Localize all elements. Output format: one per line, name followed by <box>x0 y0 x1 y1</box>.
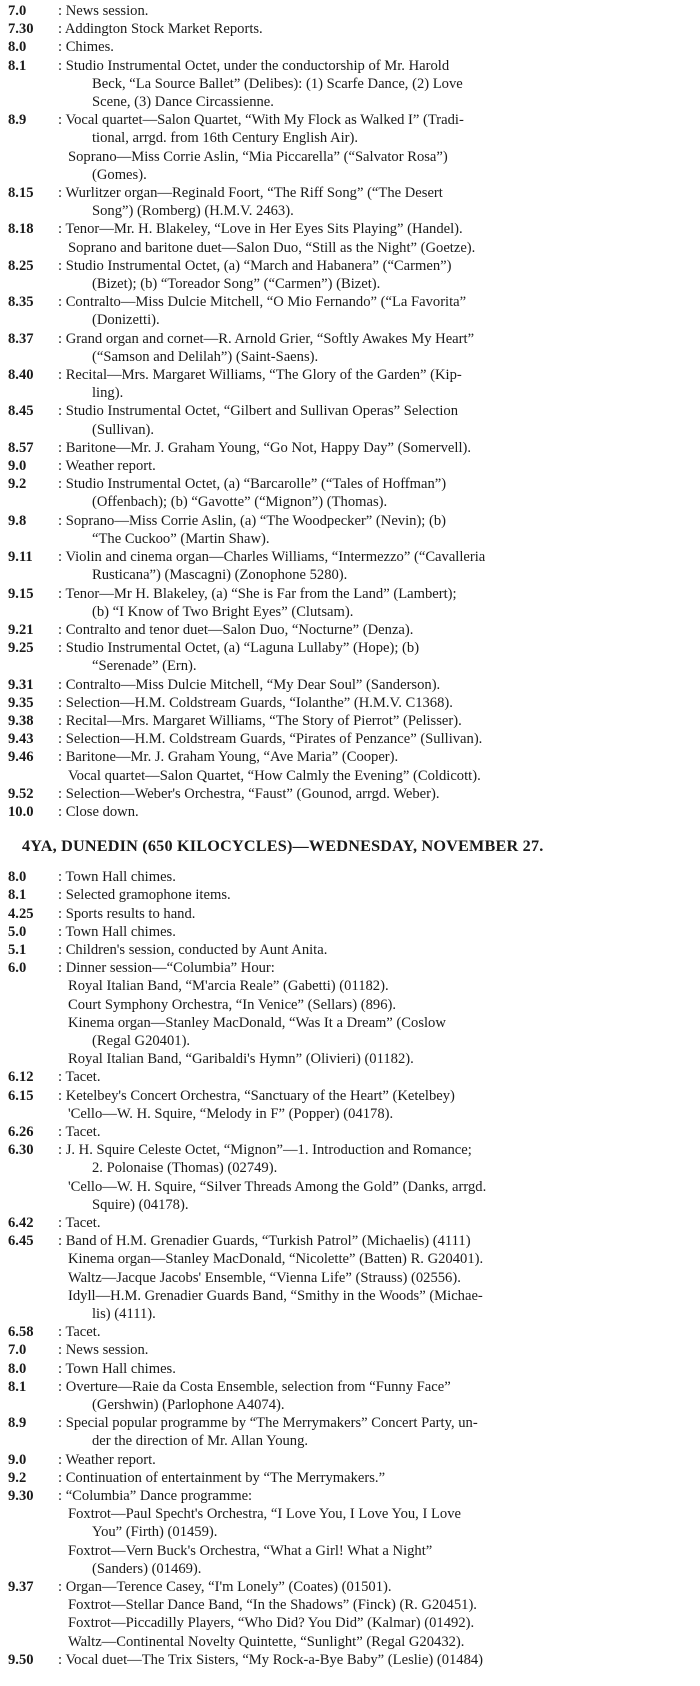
entry-time: 8.1 <box>8 1378 27 1395</box>
programme-entry <box>4 2 690 20</box>
entry-time: 9.50 <box>8 1651 34 1668</box>
entry-body <box>58 1123 690 1141</box>
entry-time: 9.52 <box>8 785 34 802</box>
entry-body <box>58 639 690 675</box>
programme-entry <box>4 621 690 639</box>
entry-time: 9.31 <box>8 676 34 693</box>
entry-line: Squire) (04178). <box>92 1196 189 1213</box>
programme-entry <box>4 1360 690 1378</box>
entry-body <box>58 1141 690 1214</box>
entry-time: 7.0 <box>8 1342 27 1359</box>
programme-section-christchurch <box>4 2 690 821</box>
entry-time: 8.18 <box>8 221 34 238</box>
entry-line: Foxtrot—Vern Buck's Orchestra, “What a Girl! What a Night” <box>68 1542 433 1559</box>
entry-line: : Tenor—Mr H. Blakeley, (a) “She is Far from the Land” (Lambert); <box>58 585 457 602</box>
entry-line: : Studio Instrumental Octet, “Gilbert and Sullivan Operas” Selection <box>58 403 459 420</box>
entry-body <box>58 57 690 112</box>
entry-line: : Town Hall chimes. <box>58 923 176 940</box>
programme-entry <box>4 1214 690 1232</box>
entry-line: Song”) (Romberg) (H.M.V. 2463). <box>92 203 294 220</box>
entry-body <box>58 868 690 886</box>
entry-line: : Selection—H.M. Coldstream Guards, “Pirates of Penzance” (Sullivan). <box>58 731 483 748</box>
programme-entry <box>4 402 690 438</box>
entry-line: Rusticana”) (Mascagni) (Zonophone 5280). <box>92 567 348 584</box>
programme-entry <box>4 886 690 904</box>
entry-time: 5.1 <box>8 941 27 958</box>
entry-line: : Continuation of entertainment by “The Merrymakers.” <box>58 1469 386 1486</box>
programme-entry <box>4 923 690 941</box>
entry-line: Scene, (3) Dance Circassienne. <box>92 94 274 111</box>
programme-entry <box>4 639 690 675</box>
entry-body <box>58 1068 690 1086</box>
entry-line: Foxtrot—Stellar Dance Band, “In the Shadows” (Finck) (R. G20451). <box>68 1597 477 1614</box>
entry-body <box>58 585 690 621</box>
entry-line: : Overture—Raie da Costa Ensemble, selection from “Funny Face” <box>58 1378 451 1395</box>
entry-time: 6.0 <box>8 960 27 977</box>
entry-body <box>58 905 690 923</box>
entry-line: : Band of H.M. Grenadier Guards, “Turkish Patrol” (Michaelis) (4111) <box>58 1233 471 1250</box>
entry-line: : “Columbia” Dance programme: <box>58 1488 253 1505</box>
entry-body <box>58 676 690 694</box>
entry-line: Court Symphony Orchestra, “In Venice” (Sellars) (896). <box>68 996 397 1013</box>
entry-time: 9.38 <box>8 712 34 729</box>
entry-body <box>58 20 690 38</box>
entry-line: “Serenade” (Ern). <box>92 658 197 675</box>
programme-entry <box>4 1578 690 1651</box>
entry-line: 'Cello—W. H. Squire, “Melody in F” (Popper) (04178). <box>68 1105 394 1122</box>
entry-time: 7.30 <box>8 21 34 38</box>
entry-line: (Gershwin) (Parlophone A4074). <box>92 1397 285 1414</box>
entry-time: 8.25 <box>8 257 34 274</box>
entry-time: 8.37 <box>8 330 34 347</box>
entry-time: 4.25 <box>8 905 34 922</box>
programme-entry <box>4 1323 690 1341</box>
entry-line: Foxtrot—Paul Specht's Orchestra, “I Love You, I Love You, I Love <box>68 1506 461 1523</box>
entry-body <box>58 293 690 329</box>
entry-body <box>58 1469 690 1487</box>
programme-entry <box>4 803 690 821</box>
entry-body <box>58 439 690 457</box>
entry-body <box>58 1451 690 1469</box>
entry-line: Kinema organ—Stanley MacDonald, “Nicolette” (Batten) R. G20401). <box>68 1251 484 1268</box>
entry-line: : Baritone—Mr. J. Graham Young, “Go Not, Happy Day” (Somervell). <box>58 439 472 456</box>
entry-time: 8.1 <box>8 57 27 74</box>
entry-body <box>58 111 690 184</box>
entry-body <box>58 785 690 803</box>
entry-line: der the direction of Mr. Allan Young. <box>92 1433 309 1450</box>
entry-line: : Children's session, conducted by Aunt Anita. <box>58 941 328 958</box>
entry-line: (b) “I Know of Two Bright Eyes” (Clutsam). <box>92 603 354 620</box>
entry-body <box>58 1414 690 1450</box>
entry-time: 9.46 <box>8 749 34 766</box>
entry-line: Waltz—Continental Novelty Quintette, “Sunlight” (Regal G20432). <box>68 1633 465 1650</box>
programme-entry <box>4 1341 690 1359</box>
entry-line: : Close down. <box>58 803 139 820</box>
entry-body <box>58 2 690 20</box>
programme-entry <box>4 57 690 112</box>
entry-line: (Sanders) (01469). <box>92 1560 202 1577</box>
programme-entry <box>4 712 690 730</box>
entry-line: (Donizetti). <box>92 312 160 329</box>
entry-line: : Grand organ and cornet—R. Arnold Grier, “Softly Awakes My Heart” <box>58 330 475 347</box>
entry-line: ling). <box>92 385 124 402</box>
entry-line: lis) (4111). <box>92 1306 156 1323</box>
entry-line: : Baritone—Mr. J. Graham Young, “Ave Maria” (Cooper). <box>58 749 399 766</box>
programme-entry <box>4 184 690 220</box>
entry-line: : Chimes. <box>58 39 114 56</box>
entry-body <box>58 512 690 548</box>
entry-time: 9.2 <box>8 476 27 493</box>
entry-body <box>58 730 690 748</box>
entry-line: : Organ—Terence Casey, “I'm Lonely” (Coates) (01501). <box>58 1579 392 1596</box>
entry-line: : Contralto—Miss Dulcie Mitchell, “My Dear Soul” (Sanderson). <box>58 676 441 693</box>
entry-line: 2. Polonaise (Thomas) (02749). <box>92 1160 278 1177</box>
programme-entry <box>4 512 690 548</box>
entry-time: 9.2 <box>8 1469 27 1486</box>
programme-entry <box>4 20 690 38</box>
programme-entry <box>4 1414 690 1450</box>
entry-time: 5.0 <box>8 923 27 940</box>
entry-line: : Dinner session—“Columbia” Hour: <box>58 960 275 977</box>
entry-time: 6.30 <box>8 1142 34 1159</box>
entry-body <box>58 1360 690 1378</box>
programme-entry <box>4 868 690 886</box>
entry-time: 9.8 <box>8 512 27 529</box>
entry-body <box>58 712 690 730</box>
entry-body <box>58 475 690 511</box>
entry-line: : Recital—Mrs. Margaret Williams, “The Glory of the Garden” (Kip- <box>58 367 462 384</box>
entry-time: 6.15 <box>8 1087 34 1104</box>
entry-body <box>58 184 690 220</box>
entry-time: 10.0 <box>8 803 34 820</box>
programme-entry <box>4 257 690 293</box>
entry-line: : Tacet. <box>58 1324 101 1341</box>
entry-line: Soprano—Miss Corrie Aslin, “Mia Piccarella” (“Salvator Rosa”) <box>68 148 448 165</box>
entry-line: : News session. <box>58 1342 149 1359</box>
programme-entry <box>4 959 690 1068</box>
entry-body <box>58 548 690 584</box>
entry-body <box>58 1323 690 1341</box>
entry-line: Vocal quartet—Salon Quartet, “How Calmly the Evening” (Coldicott). <box>68 767 481 784</box>
entry-line: : Tacet. <box>58 1215 101 1231</box>
entry-body <box>58 1087 690 1123</box>
entry-line: : Tacet. <box>58 1123 101 1140</box>
programme-entry <box>4 439 690 457</box>
programme-section-dunedin <box>4 868 690 1669</box>
entry-body <box>58 941 690 959</box>
programme-entry <box>4 475 690 511</box>
entry-time: 8.0 <box>8 869 27 886</box>
entry-body <box>58 366 690 402</box>
entry-body <box>58 220 690 256</box>
entry-body <box>58 38 690 56</box>
entry-time: 8.40 <box>8 367 34 384</box>
entry-time: 8.15 <box>8 185 34 202</box>
programme-entry <box>4 1087 690 1123</box>
entry-line: (Regal G20401). <box>92 1032 191 1049</box>
entry-time: 8.9 <box>8 112 27 129</box>
programme-entry <box>4 111 690 184</box>
entry-body <box>58 1487 690 1578</box>
entry-time: 9.37 <box>8 1579 34 1596</box>
programme-entry <box>4 694 690 712</box>
entry-body <box>58 748 690 784</box>
entry-line: : News session. <box>58 3 149 19</box>
programme-entry <box>4 293 690 329</box>
entry-line: : Tacet. <box>58 1069 101 1086</box>
programme-entry <box>4 1451 690 1469</box>
entry-line: : Recital—Mrs. Margaret Williams, “The Story of Pierrot” (Pelisser). <box>58 712 462 729</box>
programme-entry <box>4 905 690 923</box>
programme-entry <box>4 785 690 803</box>
entry-time: 9.25 <box>8 640 34 657</box>
programme-entry <box>4 1487 690 1578</box>
entry-line: : Studio Instrumental Octet, (a) “Laguna Lullaby” (Hope); (b) <box>58 640 420 657</box>
entry-time: 7.0 <box>8 3 27 19</box>
entry-time: 9.15 <box>8 585 34 602</box>
entry-body <box>58 803 690 821</box>
entry-line: Royal Italian Band, “M'arcia Reale” (Gabetti) (01182). <box>68 978 389 995</box>
entry-time: 9.0 <box>8 1451 27 1468</box>
entry-body <box>58 330 690 366</box>
programme-entry <box>4 38 690 56</box>
entry-body <box>58 959 690 1068</box>
entry-line: (“Samson and Delilah”) (Saint-Saens). <box>92 348 319 365</box>
entry-line: : Weather report. <box>58 1451 156 1468</box>
entry-time: 8.1 <box>8 887 27 904</box>
entry-line: : Contralto and tenor duet—Salon Duo, “Nocturne” (Denza). <box>58 621 414 638</box>
entry-line: “The Cuckoo” (Martin Shaw). <box>92 530 270 547</box>
programme-entry <box>4 220 690 256</box>
programme-entry <box>4 1141 690 1214</box>
entry-body <box>58 402 690 438</box>
programme-entry <box>4 330 690 366</box>
entry-time: 9.21 <box>8 621 34 638</box>
entry-time: 8.9 <box>8 1415 27 1432</box>
entry-line: You” (Firth) (01459). <box>92 1524 218 1541</box>
entry-line: : Violin and cinema organ—Charles Williams, “Intermezzo” (“Cavalleria <box>58 549 486 566</box>
entry-line: : Vocal duet—The Trix Sisters, “My Rock-a-Bye Baby” (Leslie) (01484) <box>58 1651 484 1668</box>
entry-body <box>58 621 690 639</box>
entry-body <box>58 886 690 904</box>
programme-entry <box>4 676 690 694</box>
entry-line: : Special popular programme by “The Merrymakers” Concert Party, un- <box>58 1415 478 1432</box>
entry-line: : Weather report. <box>58 458 156 475</box>
entry-time: 8.0 <box>8 1360 27 1377</box>
entry-line: Idyll—H.M. Grenadier Guards Band, “Smithy in the Woods” (Michae- <box>68 1287 483 1304</box>
entry-line: (Offenbach); (b) “Gavotte” (“Mignon”) (Thomas). <box>92 494 388 511</box>
entry-line: : Addington Stock Market Reports. <box>58 21 263 38</box>
programme-entry <box>4 548 690 584</box>
entry-line: Beck, “La Source Ballet” (Delibes): (1) Scarfe Dance, (2) Love <box>92 75 463 92</box>
programme-entry <box>4 748 690 784</box>
programme-entry <box>4 457 690 475</box>
entry-time: 6.26 <box>8 1123 34 1140</box>
entry-line: : Contralto—Miss Dulcie Mitchell, “O Mio Fernando” (“La Favorita” <box>58 294 467 311</box>
programme-entry <box>4 1232 690 1323</box>
entry-line: tional, arrgd. from 16th Century English Air). <box>92 130 359 147</box>
entry-line: : Sports results to hand. <box>58 905 196 922</box>
entry-time: 6.58 <box>8 1324 34 1341</box>
entry-line: Foxtrot—Piccadilly Players, “Who Did? You Did” (Kalmar) (01492). <box>68 1615 475 1632</box>
programme-entry <box>4 1469 690 1487</box>
entry-body <box>58 1651 690 1669</box>
entry-time: 9.43 <box>8 731 34 748</box>
programme-entry <box>4 941 690 959</box>
entry-line: Waltz—Jacque Jacobs' Ensemble, “Vienna Life” (Strauss) (02556). <box>68 1269 461 1286</box>
entry-line: : Town Hall chimes. <box>58 1360 176 1377</box>
entry-line: (Gomes). <box>92 166 147 183</box>
entry-time: 9.35 <box>8 694 34 711</box>
entry-time: 9.0 <box>8 458 27 475</box>
entry-body <box>58 257 690 293</box>
entry-time: 6.42 <box>8 1215 34 1231</box>
entry-line: : J. H. Squire Celeste Octet, “Mignon”—1. Introduction and Romance; <box>58 1142 472 1159</box>
entry-line: 'Cello—W. H. Squire, “Silver Threads Among the Gold” (Danks, arrgd. <box>68 1178 487 1195</box>
entry-line: (Bizet); (b) “Toreador Song” (“Carmen”) (Bizet). <box>92 276 381 293</box>
entry-time: 9.11 <box>8 549 33 566</box>
entry-body <box>58 1578 690 1651</box>
entry-time: 8.57 <box>8 439 34 456</box>
entry-line: : Selection—H.M. Coldstream Guards, “Iolanthe” (H.M.V. C1368). <box>58 694 453 711</box>
entry-time: 8.0 <box>8 39 27 56</box>
entry-line: : Soprano—Miss Corrie Aslin, (a) “The Woodpecker” (Nevin); (b) <box>58 512 447 529</box>
entry-line: : Studio Instrumental Octet, under the conductorship of Mr. Harold <box>58 57 450 74</box>
programme-entry <box>4 366 690 402</box>
entry-body <box>58 1378 690 1414</box>
entry-line: (Sullivan). <box>92 421 155 438</box>
programme-entry <box>4 1123 690 1141</box>
entry-body <box>58 1232 690 1323</box>
entry-time: 6.45 <box>8 1233 34 1250</box>
entry-time: 9.30 <box>8 1488 34 1505</box>
entry-line: : Studio Instrumental Octet, (a) “Barcarolle” (“Tales of Hoffman”) <box>58 476 447 493</box>
programme-entry <box>4 1651 690 1669</box>
entry-body <box>58 1341 690 1359</box>
entry-line: : Selection—Weber's Orchestra, “Faust” (Gounod, arrgd. Weber). <box>58 785 440 802</box>
entry-body <box>58 457 690 475</box>
entry-line: Kinema organ—Stanley MacDonald, “Was It a Dream” (Coslow <box>68 1014 446 1031</box>
programme-entry <box>4 730 690 748</box>
programme-entry <box>4 1378 690 1414</box>
entry-line: : Tenor—Mr. H. Blakeley, “Love in Her Eyes Sits Playing” (Handel). <box>58 221 463 238</box>
entry-line: : Wurlitzer organ—Reginald Foort, “The Riff Song” (“The Desert <box>58 185 443 202</box>
entry-line: : Vocal quartet—Salon Quartet, “With My Flock as Walked I” (Tradi- <box>58 112 464 129</box>
entry-line: Royal Italian Band, “Garibaldi's Hymn” (Olivieri) (01182). <box>68 1051 414 1068</box>
entry-time: 8.45 <box>8 403 34 420</box>
station-heading: 4YA, DUNEDIN (650 KILOCYCLES)—WEDNESDAY, NOVEMBER 27. <box>22 837 544 856</box>
programme-entry <box>4 1068 690 1086</box>
entry-line: : Town Hall chimes. <box>58 869 176 886</box>
entry-line: : Studio Instrumental Octet, (a) “March and Habanera” (“Carmen”) <box>58 257 452 274</box>
entry-time: 8.35 <box>8 294 34 311</box>
entry-line: : Selected gramophone items. <box>58 887 231 904</box>
programme-entry <box>4 585 690 621</box>
entry-body <box>58 923 690 941</box>
entry-time: 6.12 <box>8 1069 34 1086</box>
entry-line: : Ketelbey's Concert Orchestra, “Sanctuary of the Heart” (Ketelbey) <box>58 1087 455 1104</box>
entry-body <box>58 1214 690 1232</box>
entry-body <box>58 694 690 712</box>
entry-line: Soprano and baritone duet—Salon Duo, “Still as the Night” (Goetze). <box>68 239 476 256</box>
